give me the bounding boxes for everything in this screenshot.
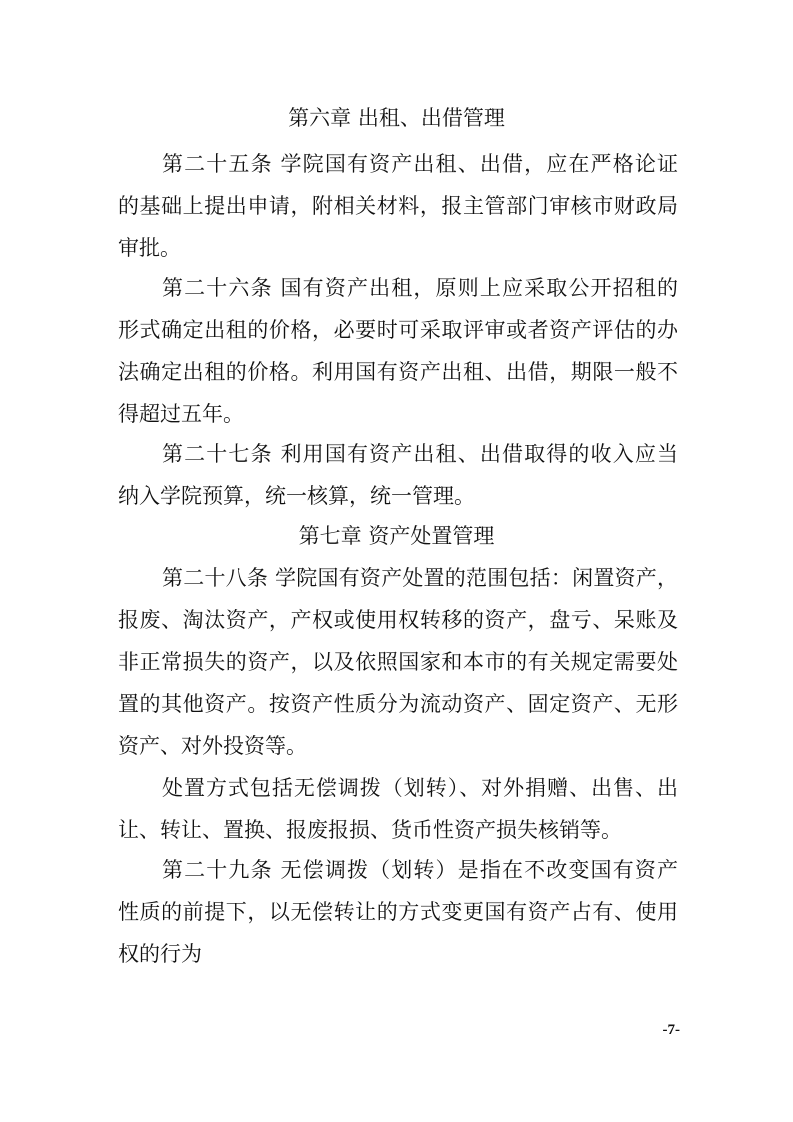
article-26-line-4: 得超过五年。 — [118, 402, 244, 426]
article-28-line-4: 置的其他资产。按资产性质分为流动资产、固定资产、无形 — [118, 692, 678, 716]
article-27-line-2: 纳入学院预算，统一核算，统一管理。 — [118, 484, 475, 508]
page-number: -7- — [662, 1022, 680, 1038]
article-26-line-2: 形式确定出租的价格，必要时可采取评审或者资产评估的办 — [118, 318, 678, 342]
article-26-line-3: 法确定出租的价格。利用国有资产出租、出借，期限一般不 — [118, 360, 678, 384]
disposal-methods-line-1: 处置方式包括无偿调拨（划转）、对外捐赠、出售、出 — [162, 776, 678, 800]
chapter-7-title: 第七章 资产处置管理 — [298, 524, 495, 548]
article-27-line-1: 第二十七条 利用国有资产出租、出借取得的收入应当 — [162, 442, 678, 466]
article-28-line-5: 资产、对外投资等。 — [118, 734, 307, 758]
article-26-line-1: 第二十六条 国有资产出租，原则上应采取公开招租的 — [162, 276, 678, 300]
article-25-line-3: 审批。 — [118, 236, 181, 260]
disposal-methods-line-2: 让、转让、置换、报废报损、货币性资产损失核销等。 — [118, 818, 622, 842]
article-28-line-3: 非正常损失的资产，以及依照国家和本市的有关规定需要处 — [118, 650, 678, 674]
article-29-line-2: 性质的前提下，以无偿转让的方式变更国有资产占有、使用 — [118, 900, 678, 924]
article-28-line-1: 第二十八条 学院国有资产处置的范围包括：闲置资产， — [162, 566, 678, 590]
article-28-line-2: 报废、淘汰资产，产权或使用权转移的资产，盘亏、呆账及 — [118, 608, 678, 632]
chapter-6-title: 第六章 出租、出借管理 — [288, 106, 505, 130]
article-25-line-2: 的基础上提出申请，附相关材料，报主管部门审核市财政局 — [118, 194, 678, 218]
article-25-line-1: 第二十五条 学院国有资产出租、出借，应在严格论证 — [162, 152, 678, 176]
article-29-line-1: 第二十九条 无偿调拨（划转）是指在不改变国有资产 — [162, 858, 678, 882]
article-29-line-3: 权的行为 — [118, 942, 202, 966]
